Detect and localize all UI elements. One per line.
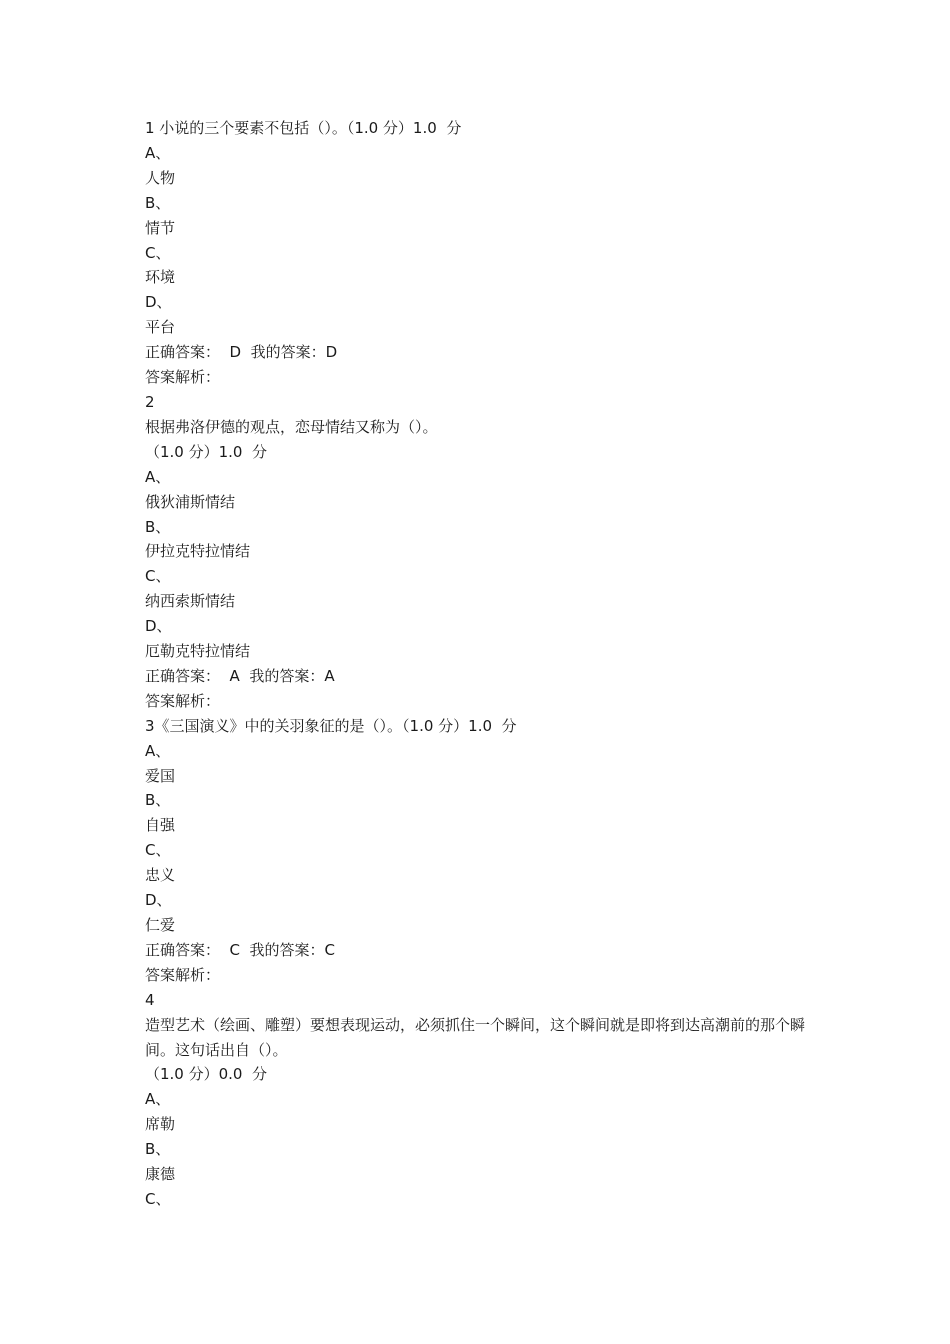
q4-option-b-text: 康德 [145, 1165, 176, 1184]
document-body [145, 116, 815, 1212]
q4-option-a-text: 席勒 [145, 1115, 176, 1134]
q3-answer: 正确答案： C 我的答案：C [145, 940, 336, 959]
q4-option-a-label: A、 [145, 1090, 171, 1109]
q4-question: 造型艺术（绘画、雕塑）要想表现运动，必须抓住一个瞬间，这个瞬间就是即将到达高潮前的那个瞬间。这句话出自（）。 [145, 1015, 806, 1059]
q3-option-c-label: C、 [145, 841, 171, 860]
q1-option-b-text: 情节 [145, 218, 176, 237]
q1-option-c-label: C、 [145, 243, 171, 262]
q3-option-c-text: 忠义 [145, 866, 176, 885]
q1-answer: 正确答案： D 我的答案：D [145, 343, 338, 362]
q2-number: 2 [145, 392, 155, 411]
q1-option-d-label: D、 [145, 293, 172, 312]
q2-option-b-text: 伊拉克特拉情结 [145, 542, 251, 561]
q1-option-c-text: 环境 [145, 268, 176, 287]
q2-option-d-label: D、 [145, 617, 172, 636]
q2-option-c-label: C、 [145, 567, 171, 586]
q2-option-b-label: B、 [145, 517, 171, 536]
q1-option-d-text: 平台 [145, 318, 176, 337]
q1-option-b-label: B、 [145, 193, 171, 212]
q3-option-d-text: 仁爱 [145, 916, 176, 934]
q2-option-a-text: 俄狄浦斯情结 [145, 492, 236, 511]
q2-answer: 正确答案： A 我的答案：A [145, 666, 335, 685]
q1-option-a-label: A、 [145, 143, 171, 162]
q3-option-a-label: A、 [145, 741, 171, 760]
q3-option-b-text: 自强 [145, 816, 176, 835]
q3-option-b-label: B、 [145, 791, 171, 810]
q4-option-b-label: B、 [145, 1140, 171, 1159]
q4-number: 4 [145, 990, 155, 1009]
q2-analysis: 答案解析： [145, 691, 221, 710]
q4-option-c-label: C、 [145, 1189, 171, 1208]
q3-analysis: 答案解析： [145, 965, 221, 984]
q1-question: 1 小说的三个要素不包括（）。（1.0 分）1.0 分 [145, 119, 462, 137]
q3-option-d-label: D、 [145, 891, 172, 910]
q1-analysis: 答案解析： [145, 368, 221, 387]
q3-question: 3《三国演义》中的关羽象征的是（）。（1.0 分）1.0 分 [145, 716, 517, 735]
q3-option-a-text: 爱国 [145, 766, 176, 785]
q2-option-a-label: A、 [145, 467, 171, 486]
q2-option-c-text: 纳西索斯情结 [145, 592, 236, 611]
q2-question: 根据弗洛伊德的观点，恋母情结又称为（）。 [145, 417, 438, 436]
q4-score: （1.0 分）0.0 分 [145, 1065, 268, 1084]
q1-option-a-text: 人物 [145, 168, 176, 187]
q2-option-d-text: 厄勒克特拉情结 [145, 642, 251, 661]
q2-score: （1.0 分）1.0 分 [145, 442, 268, 461]
